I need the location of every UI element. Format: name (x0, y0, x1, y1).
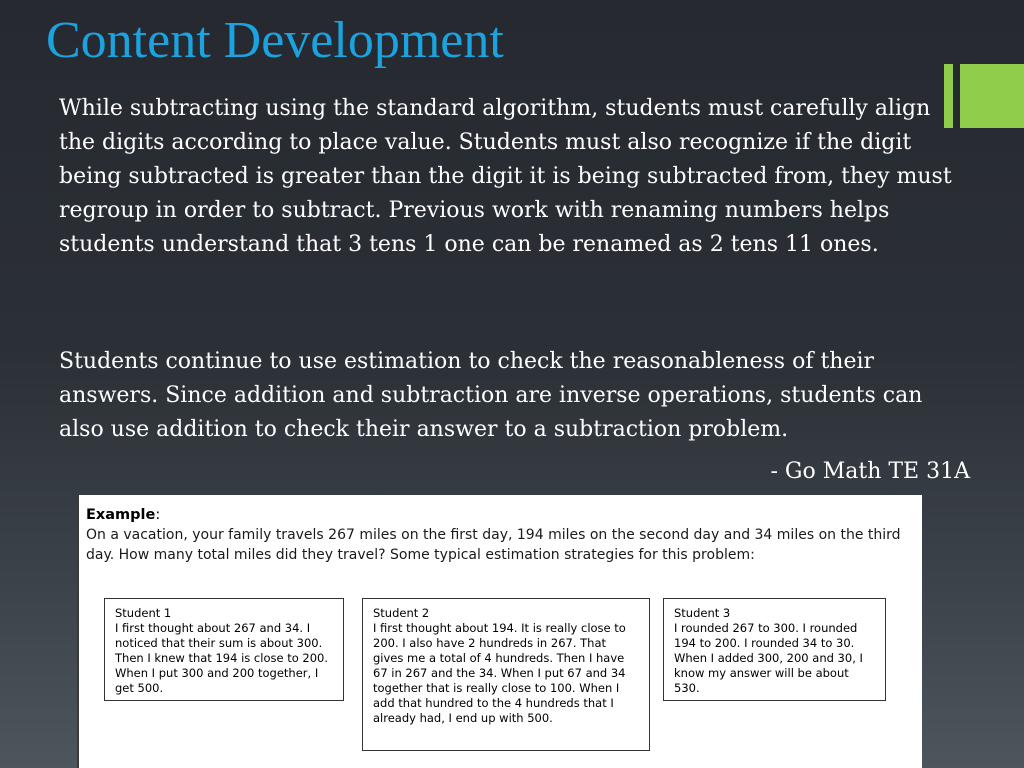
student-3-strategy: I rounded 267 to 300. I rounded 194 to 200. I rounded 34 to 30. When I added 300, 200 and 30, I know my answer will be about 530. (674, 621, 863, 695)
student-2-strategy: I first thought about 194. It is really close to 200. I also have 2 hundreds in 267. That gives me a total of 4 hundreds. Then I have 67 in 267 and the 34. When I put 67 and 34 together that is really close to 100. When I add that hundred to the 4 hundreds that I already had, I end up with 500. (373, 621, 626, 725)
student-2-name: Student 2 (373, 606, 430, 620)
source-citation: - Go Math TE 31A (770, 459, 970, 484)
student-1-name: Student 1 (115, 606, 172, 620)
student-3-box (663, 598, 886, 701)
example-heading (86, 505, 160, 525)
body-paragraph-regrouping: While subtracting using the standard algorithm, students must carefully align the digits according to place value. Students must also recognize if the digit being subtracted is greater than the digit it is being subtracted from, they must regroup in order to subtract. Previous work with renaming numbers helps students understand that 3 tens 1 one can be renamed as 2 tens 11 ones. (59, 96, 952, 257)
student-1-box (104, 598, 344, 701)
accent-bar-block (960, 64, 1024, 128)
example-heading-label: Example (86, 507, 156, 523)
student-1-strategy: I first thought about 267 and 34. I noticed that their sum is about 300. Then I knew that 194 is close to 200. When I put 300 and 200 together, I get 500. (115, 621, 329, 695)
example-heading-colon: : (155, 507, 161, 523)
slide-title: Content Development (46, 12, 504, 69)
student-2-box (362, 598, 650, 751)
body-paragraph-estimation: Students continue to use estimation to check the reasonableness of their answers. Since addition and subtraction are inverse operations, students can also use addition to check their answer to a subtraction problem. (59, 349, 923, 442)
example-problem-text: On a vacation, your family travels 267 miles on the first day, 194 miles on the second day and 34 miles on the third day. How many total miles did they travel? Some typical estimation strategies for this problem: (86, 527, 901, 563)
example-panel (77, 495, 922, 768)
student-3-name: Student 3 (674, 606, 731, 620)
